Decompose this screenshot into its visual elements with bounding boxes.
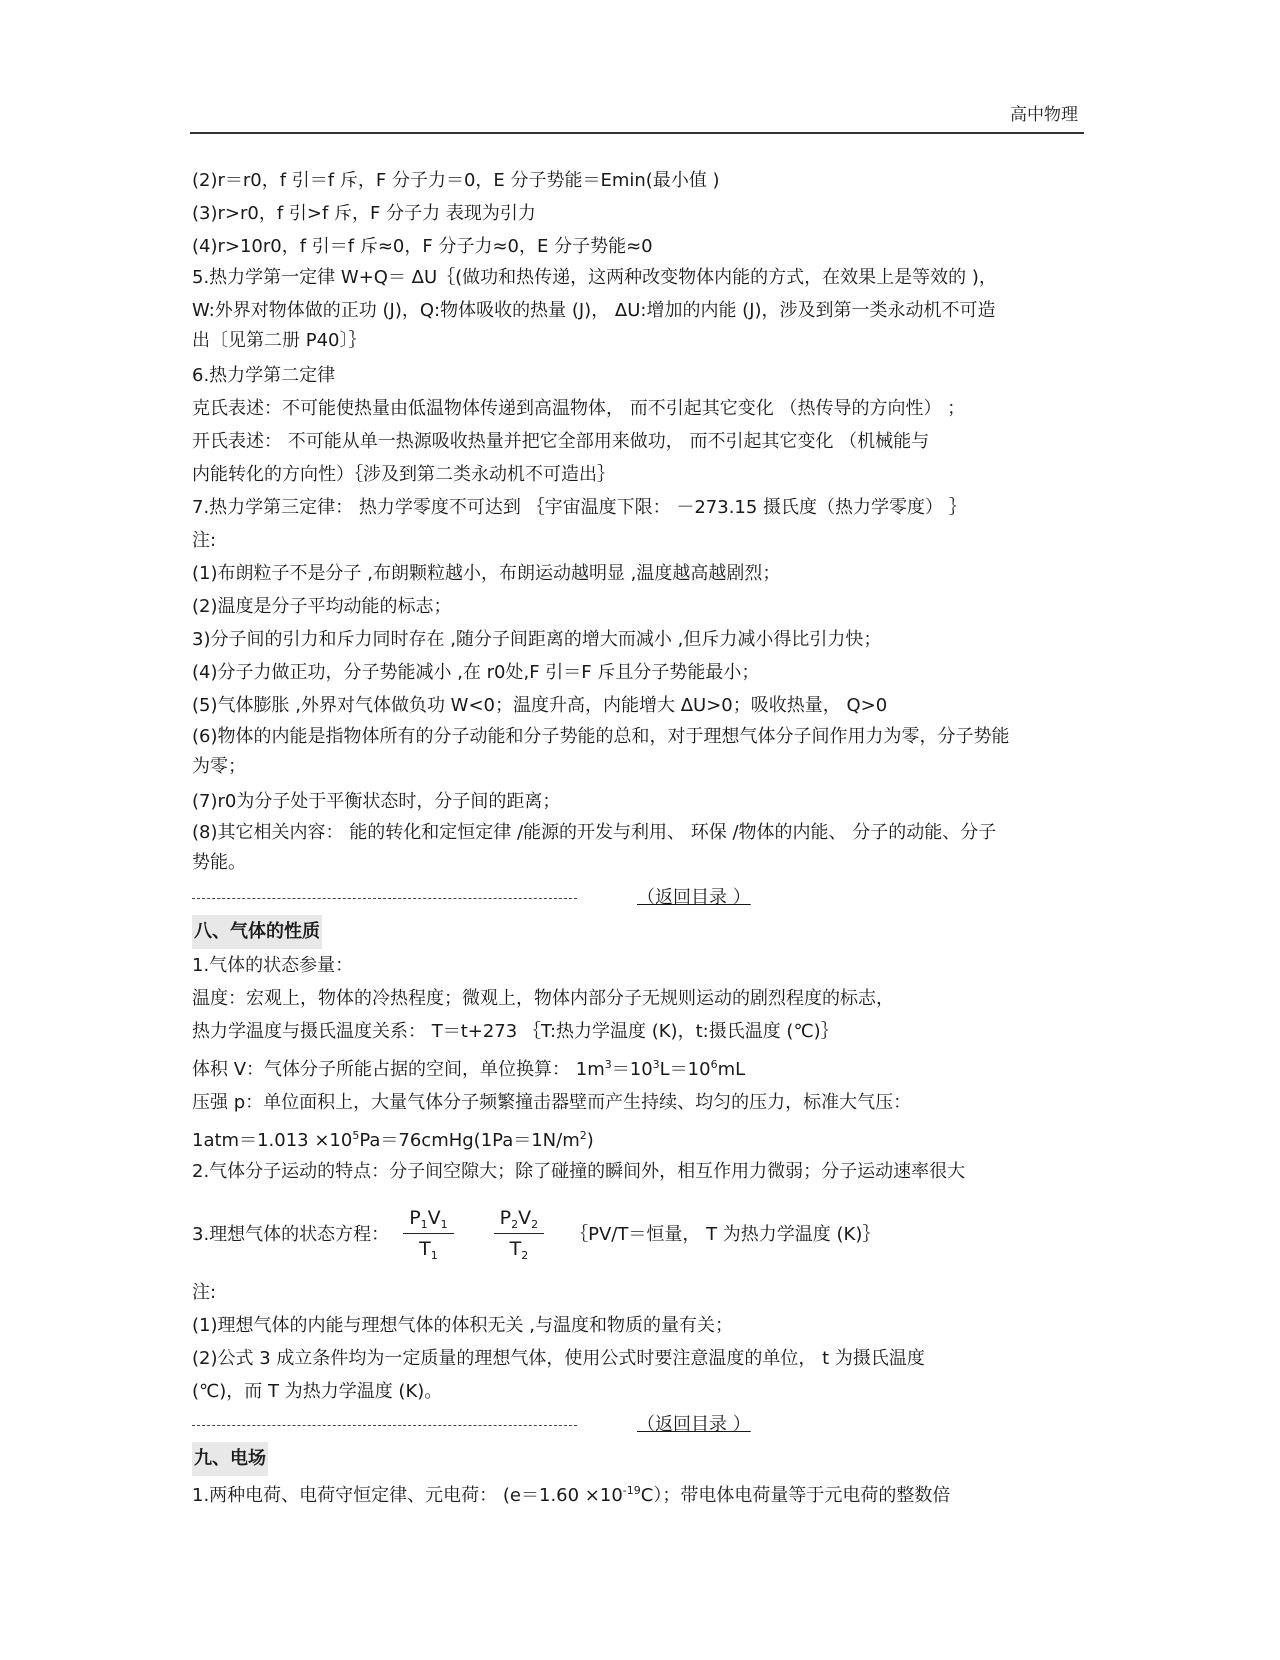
text-line: 温度：宏观上，物体的冷热程度；微观上，物体内部分子无规则运动的剧烈程度的标志， xyxy=(192,988,894,1009)
superscript: -19 xyxy=(622,1484,641,1497)
ideal-gas-equation xyxy=(192,1190,1084,1276)
dashed-rule xyxy=(192,1425,577,1426)
text-line: 压强 p：单位面积上，大量气体分子频繁撞击器壁而产生持续、均匀的压力，标准大气压： xyxy=(192,1092,912,1113)
text-segment: mL xyxy=(717,1059,746,1080)
text-line: (7)r0为分子处于平衡状态时，分子间的距离； xyxy=(192,791,561,812)
subscript: 2 xyxy=(521,1248,529,1262)
text-line: 7.热力学第三定律： 热力学零度不可达到 ｛宇宙温度下限： －273.15 摄氏度（热力学零度） ｝ xyxy=(192,497,967,518)
section-heading-gas: 八、气体的性质 xyxy=(192,915,322,949)
text-line: 5.热力学第一定律 W+Q＝ ΔU｛(做功和热传递，这两种改变物体内能的方式，在效果上是等效的 )， xyxy=(192,267,997,288)
symbol: T xyxy=(419,1237,431,1260)
text-segment: 3.理想气体的状态方程： xyxy=(192,1224,390,1245)
symbol: P xyxy=(499,1206,512,1229)
text-line: (5)气体膨胀 ,外界对气体做负功 W<0；温度升高，内能增大 ΔU>0；吸收热量， Q>0 xyxy=(192,695,888,716)
superscript: 5 xyxy=(352,1129,360,1142)
section-divider xyxy=(192,881,1084,915)
text-segment: 体积 V：气体分子所能占据的空间，单位换算： 1m xyxy=(192,1059,605,1080)
text-segment: ＝10 xyxy=(611,1059,653,1080)
document-body xyxy=(192,164,1084,1514)
fraction-left xyxy=(403,1207,453,1260)
text-line: 3)分子间的引力和斥力同时存在 ,随分子间距离的增大而减小 ,但斥力减小得比引力快； xyxy=(192,629,882,650)
text-segment: L＝10 xyxy=(659,1059,711,1080)
text-segment: C）；带电体电荷量等于元电荷的整数倍 xyxy=(640,1485,951,1506)
symbol: P xyxy=(409,1206,421,1229)
header-title: 高中物理 xyxy=(1010,105,1078,125)
pressure-line xyxy=(192,1119,1084,1157)
text-line: (1)布朗粒子不是分子 ,布朗颗粒越小，布朗运动越明显 ,温度越高越剧烈； xyxy=(192,563,781,584)
text-line: (4)分子力做正功，分子势能减小 ,在 r0处,F 引＝F 斥且分子势能最小； xyxy=(192,662,760,683)
superscript: 3 xyxy=(604,1058,612,1071)
text-segment: ｛PV/T＝恒量， T 为热力学温度 (K)｝ xyxy=(570,1224,881,1245)
text-line: 2.气体分子运动的特点：分子间空隙大；除了碰撞的瞬间外，相互作用力微弱；分子运动速率很大 xyxy=(192,1161,966,1182)
text-line: 克氏表述：不可能使热量由低温物体传递到高温物体， 而不引起其它变化 （热传导的方向性） ； xyxy=(192,398,966,419)
text-line: 1.气体的状态参量： xyxy=(192,955,354,976)
text-segment: ) xyxy=(586,1130,594,1151)
text-line: (4)r>10r0，f 引＝f 斥≈0，F 分子力≈0，E 分子势能≈0 xyxy=(192,236,653,257)
text-line: 热力学温度与摄氏温度关系： T＝t+273 ｛T:热力学温度 (K)，t:摄氏温度 (℃)｝ xyxy=(192,1021,839,1042)
symbol: T xyxy=(509,1237,522,1260)
subscript: 2 xyxy=(531,1217,539,1231)
text-line: 注: xyxy=(192,530,217,551)
fraction-right xyxy=(494,1207,544,1260)
numerator xyxy=(494,1207,544,1234)
text-line: 开氏表述： 不可能从单一热源吸收热量并把它全部用来做功， 而不引起其它变化 （机械能与 xyxy=(192,431,930,452)
subscript: 1 xyxy=(440,1217,448,1231)
text-line: 注: xyxy=(192,1282,217,1303)
text-line: (8)其它相关内容： 能的转化和定恒定律 /能源的开发与利用、 环保 /物体的内能、 分子的动能、分子势能。 xyxy=(192,822,997,873)
section-divider xyxy=(192,1408,1084,1442)
text-line: 内能转化的方向性）｛涉及到第二类永动机不可造出｝ xyxy=(192,464,615,485)
back-to-toc-label: （返回目录 ） xyxy=(637,887,751,908)
dashed-rule xyxy=(192,898,577,899)
superscript: 3 xyxy=(652,1058,660,1071)
section-heading-electric-field: 九、电场 xyxy=(192,1442,268,1476)
subscript: 1 xyxy=(430,1248,438,1262)
text-line: (2)温度是分子平均动能的标志； xyxy=(192,596,452,617)
symbol: V xyxy=(518,1206,532,1229)
charge-line xyxy=(192,1476,1012,1511)
text-segment: 1.两种电荷、电荷守恒定律、元电荷： (e＝1.60 ×10 xyxy=(192,1485,623,1506)
volume-line xyxy=(192,1048,1084,1086)
subscript: 2 xyxy=(511,1217,519,1231)
denominator xyxy=(510,1234,529,1260)
denominator xyxy=(419,1234,438,1260)
symbol: V xyxy=(427,1206,441,1229)
text-line: (6)物体的内能是指物体所有的分子动能和分子势能的总和，对于理想气体分子间作用力为零，分子势能为零； xyxy=(192,726,1010,777)
page-header xyxy=(190,96,1084,134)
text-segment: Pa＝76cmHg(1Pa＝1N/m xyxy=(359,1130,580,1151)
superscript: 2 xyxy=(579,1129,587,1142)
text-line: 6.热力学第二定律 xyxy=(192,365,336,386)
text-line: (2)公式 3 成立条件均为一定质量的理想气体，使用公式时要注意温度的单位， t 为摄氏温度 xyxy=(192,1348,925,1369)
numerator xyxy=(403,1207,453,1234)
back-to-toc-link[interactable] xyxy=(637,881,751,915)
text-line: (1)理想气体的内能与理想气体的体积无关 ,与温度和物质的量有关； xyxy=(192,1315,733,1336)
text-segment: 1atm＝1.013 ×10 xyxy=(192,1130,353,1151)
text-line: (℃)，而 T 为热力学温度 (K)。 xyxy=(192,1381,443,1402)
back-to-toc-link[interactable] xyxy=(637,1408,751,1442)
back-to-toc-label: （返回目录 ） xyxy=(637,1414,751,1435)
text-line: W:外界对物体做的正功 (J)，Q:物体吸收的热量 (J)， ΔU:增加的内能 (J)，涉及到第一类永动机不可造出〔见第二册 P40〕｝ xyxy=(192,300,996,351)
text-line: (3)r>r0，f 引>f 斥，F 分子力 表现为引力 xyxy=(192,203,536,224)
subscript: 1 xyxy=(420,1217,428,1231)
text-line: (2)r＝r0，f 引＝f 斥，F 分子力＝0，E 分子势能＝Emin(最小值 ) xyxy=(192,170,720,191)
superscript: 6 xyxy=(710,1058,718,1071)
